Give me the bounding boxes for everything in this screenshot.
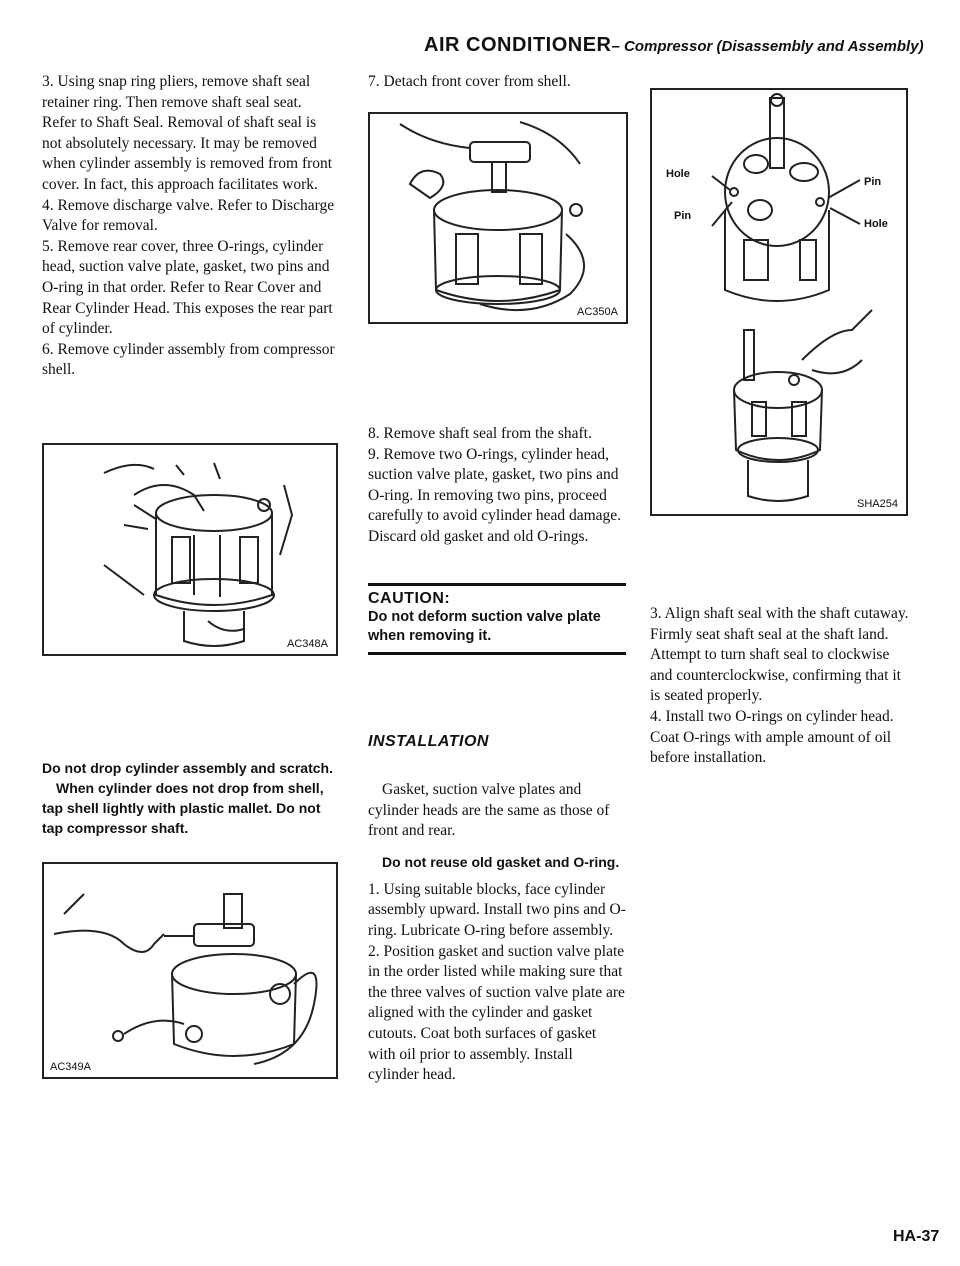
note-tap-shell: When cylinder does not drop from shell, tap shell lightly with plastic mallet. Do not tap compressor shaft. <box>42 780 324 836</box>
label-hole-right: Hole <box>864 218 888 230</box>
cylinder-removal-illustration <box>44 445 336 654</box>
step-4-text: 4. Remove discharge valve. Refer to Discharge Valve for removal. <box>42 196 335 235</box>
caution-top-rule <box>368 583 626 586</box>
removal-steps <box>368 424 626 548</box>
cylinder-pin-alignment-illustration <box>652 90 906 514</box>
figure-label: SHA254 <box>857 498 898 510</box>
figure-sha254 <box>650 88 908 516</box>
install-step-2: 2. Position gasket and suction valve plate in the order listed while making sure that the three valves of suction valve plate are aligned with the cylinder and gasket cutouts. Coat both surfaces of gasket with oil prior to assembly. Install cylinder head. <box>368 942 625 1084</box>
figure-ac350a <box>368 112 628 324</box>
step-5-text: 5. Remove rear cover, three O-rings, cylinder head, suction valve plate, gasket, two pins and O-ring in that order. Refer to Rear Cover and Rear Cylinder Head. This exposes the rear part of cylinder. <box>42 237 333 338</box>
install-intro: Gasket, suction valve plates and cylinder heads are the same as those of front and rear. <box>368 781 610 840</box>
note-do-not-drop: Do not drop cylinder assembly and scratch. <box>42 760 333 776</box>
install-step-3: 3. Align shaft seal with the shaft cutaway. Firmly seat shaft seal at the shaft land. Attempt to turn shaft seal to clockwise and counterclockwise, confirming that it is seated properly. <box>650 605 909 705</box>
column-middle <box>368 72 626 93</box>
label-pin-right: Pin <box>864 176 882 188</box>
installation-steps-continued <box>650 604 912 769</box>
install-step-1: 1. Using suitable blocks, face cylinder assembly upward. Install two pins and O-ring. Lubricate O-ring before assembly. <box>368 880 626 939</box>
warning-note <box>42 758 342 838</box>
label-pin-left: Pin <box>674 210 692 222</box>
install-step-4: 4. Install two O-rings on cylinder head. Coat O-rings with ample amount of oil before installation. <box>650 707 894 767</box>
installation-steps <box>368 780 626 1086</box>
caution-body: Do not deform suction valve plate when removing it. <box>368 609 601 644</box>
caution-bottom-rule <box>368 652 626 655</box>
section-title: AIR CONDITIONER <box>424 34 612 56</box>
column-left <box>42 72 338 381</box>
step-6-text: 6. Remove cylinder assembly from compressor shell. <box>42 340 335 379</box>
figure-ac348a <box>42 443 338 656</box>
installation-heading: INSTALLATION <box>368 733 489 750</box>
figure-label: AC350A <box>577 306 618 318</box>
step-7-text: 7. Detach front cover from shell. <box>368 73 571 90</box>
page-header <box>424 34 944 57</box>
step-3-text: 3. Using snap ring pliers, remove shaft seal retainer ring. Then remove shaft seal seat. Refer to Shaft Seal. Removal of shaft seal is not absolutely necessary. It may be removed when cylinder assembly is removed from front cover. In fact, this approach facilitates work. <box>42 73 333 193</box>
figure-label: AC349A <box>50 1061 91 1073</box>
caution-box <box>368 590 626 646</box>
step-9-text: 9. Remove two O-rings, cylinder head, suction valve plate, gasket, two pins and O-ring. In removing two pins, proceed carefully to avoid cylinder head damage. Discard old gasket and old O-rings. <box>368 445 622 545</box>
install-note: Do not reuse old gasket and O-ring. <box>382 853 620 870</box>
mallet-tapping-illustration <box>44 864 336 1077</box>
step-8-text: 8. Remove shaft seal from the shaft. <box>368 425 592 442</box>
figure-ac349a <box>42 862 338 1079</box>
section-subtitle: – Compressor (Disassembly and Assembly) <box>611 38 924 55</box>
caution-title: CAUTION: <box>368 590 451 607</box>
label-hole-left: Hole <box>666 168 690 180</box>
figure-label: AC348A <box>287 638 328 650</box>
page-number: HA-37 <box>893 1228 940 1245</box>
front-cover-detach-illustration <box>370 114 626 322</box>
